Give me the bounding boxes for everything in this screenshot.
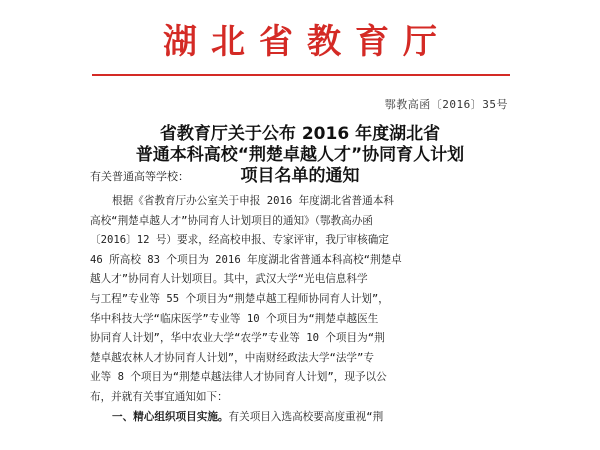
section-heading: 一、精心组织项目实施。 <box>112 410 229 423</box>
body-line: 根据《省教育厅办公室关于申报 2016 年度湖北省普通本科 <box>112 195 394 207</box>
body-line: 〔2016〕12 号）要求，经高校申报、专家评审，我厅审核确定 <box>90 234 389 247</box>
body-text <box>90 192 520 427</box>
title-line-2: 普通本科高校“荆楚卓越人才”协同育人计划 <box>135 145 465 165</box>
body-line: 越人才”协同育人计划项目。其中，武汉大学“光电信息科学 <box>90 273 368 286</box>
body-line: 协同育人计划”，华中农业大学“农学”专业等 10 个项目为“荆 <box>90 332 385 345</box>
letterhead-title: 湖北省教育厅 <box>163 22 451 62</box>
body-line: 楚卓越农林人才协同育人计划”，中南财经政法大学“法学”专 <box>90 351 374 364</box>
title-line-3: 项目名单的通知 <box>240 166 360 186</box>
body-line: 业等 8 个项目为“荆楚卓越法律人才协同育人计划”，现予以公 <box>90 371 387 384</box>
document-number: 鄂教高函〔2016〕35号 <box>384 98 508 111</box>
letterhead-divider <box>92 74 510 76</box>
body-line: 高校“荆楚卓越人才”协同育人计划项目的通知》（鄂教高办函 <box>90 214 373 227</box>
body-line: 华中科技大学“临床医学”专业等 10 个项目为“荆楚卓越医生 <box>90 312 379 325</box>
body-line: 46 所高校 83 个项目为 2016 年度湖北省普通本科高校“荆楚卓 <box>90 253 402 266</box>
title-line-1: 省教育厅关于公布 2016 年度湖北省 <box>159 124 441 144</box>
section-paragraph <box>90 408 520 428</box>
salutation: 有关普通高等学校： <box>90 170 189 183</box>
section-text: 有关项目入选高校要高度重视“荆 <box>228 410 384 423</box>
body-line: 与工程”专业等 55 个项目为“荆楚卓越工程师协同育人计划”， <box>90 292 389 305</box>
body-line: 布，并就有关事宜通知如下： <box>90 390 228 403</box>
